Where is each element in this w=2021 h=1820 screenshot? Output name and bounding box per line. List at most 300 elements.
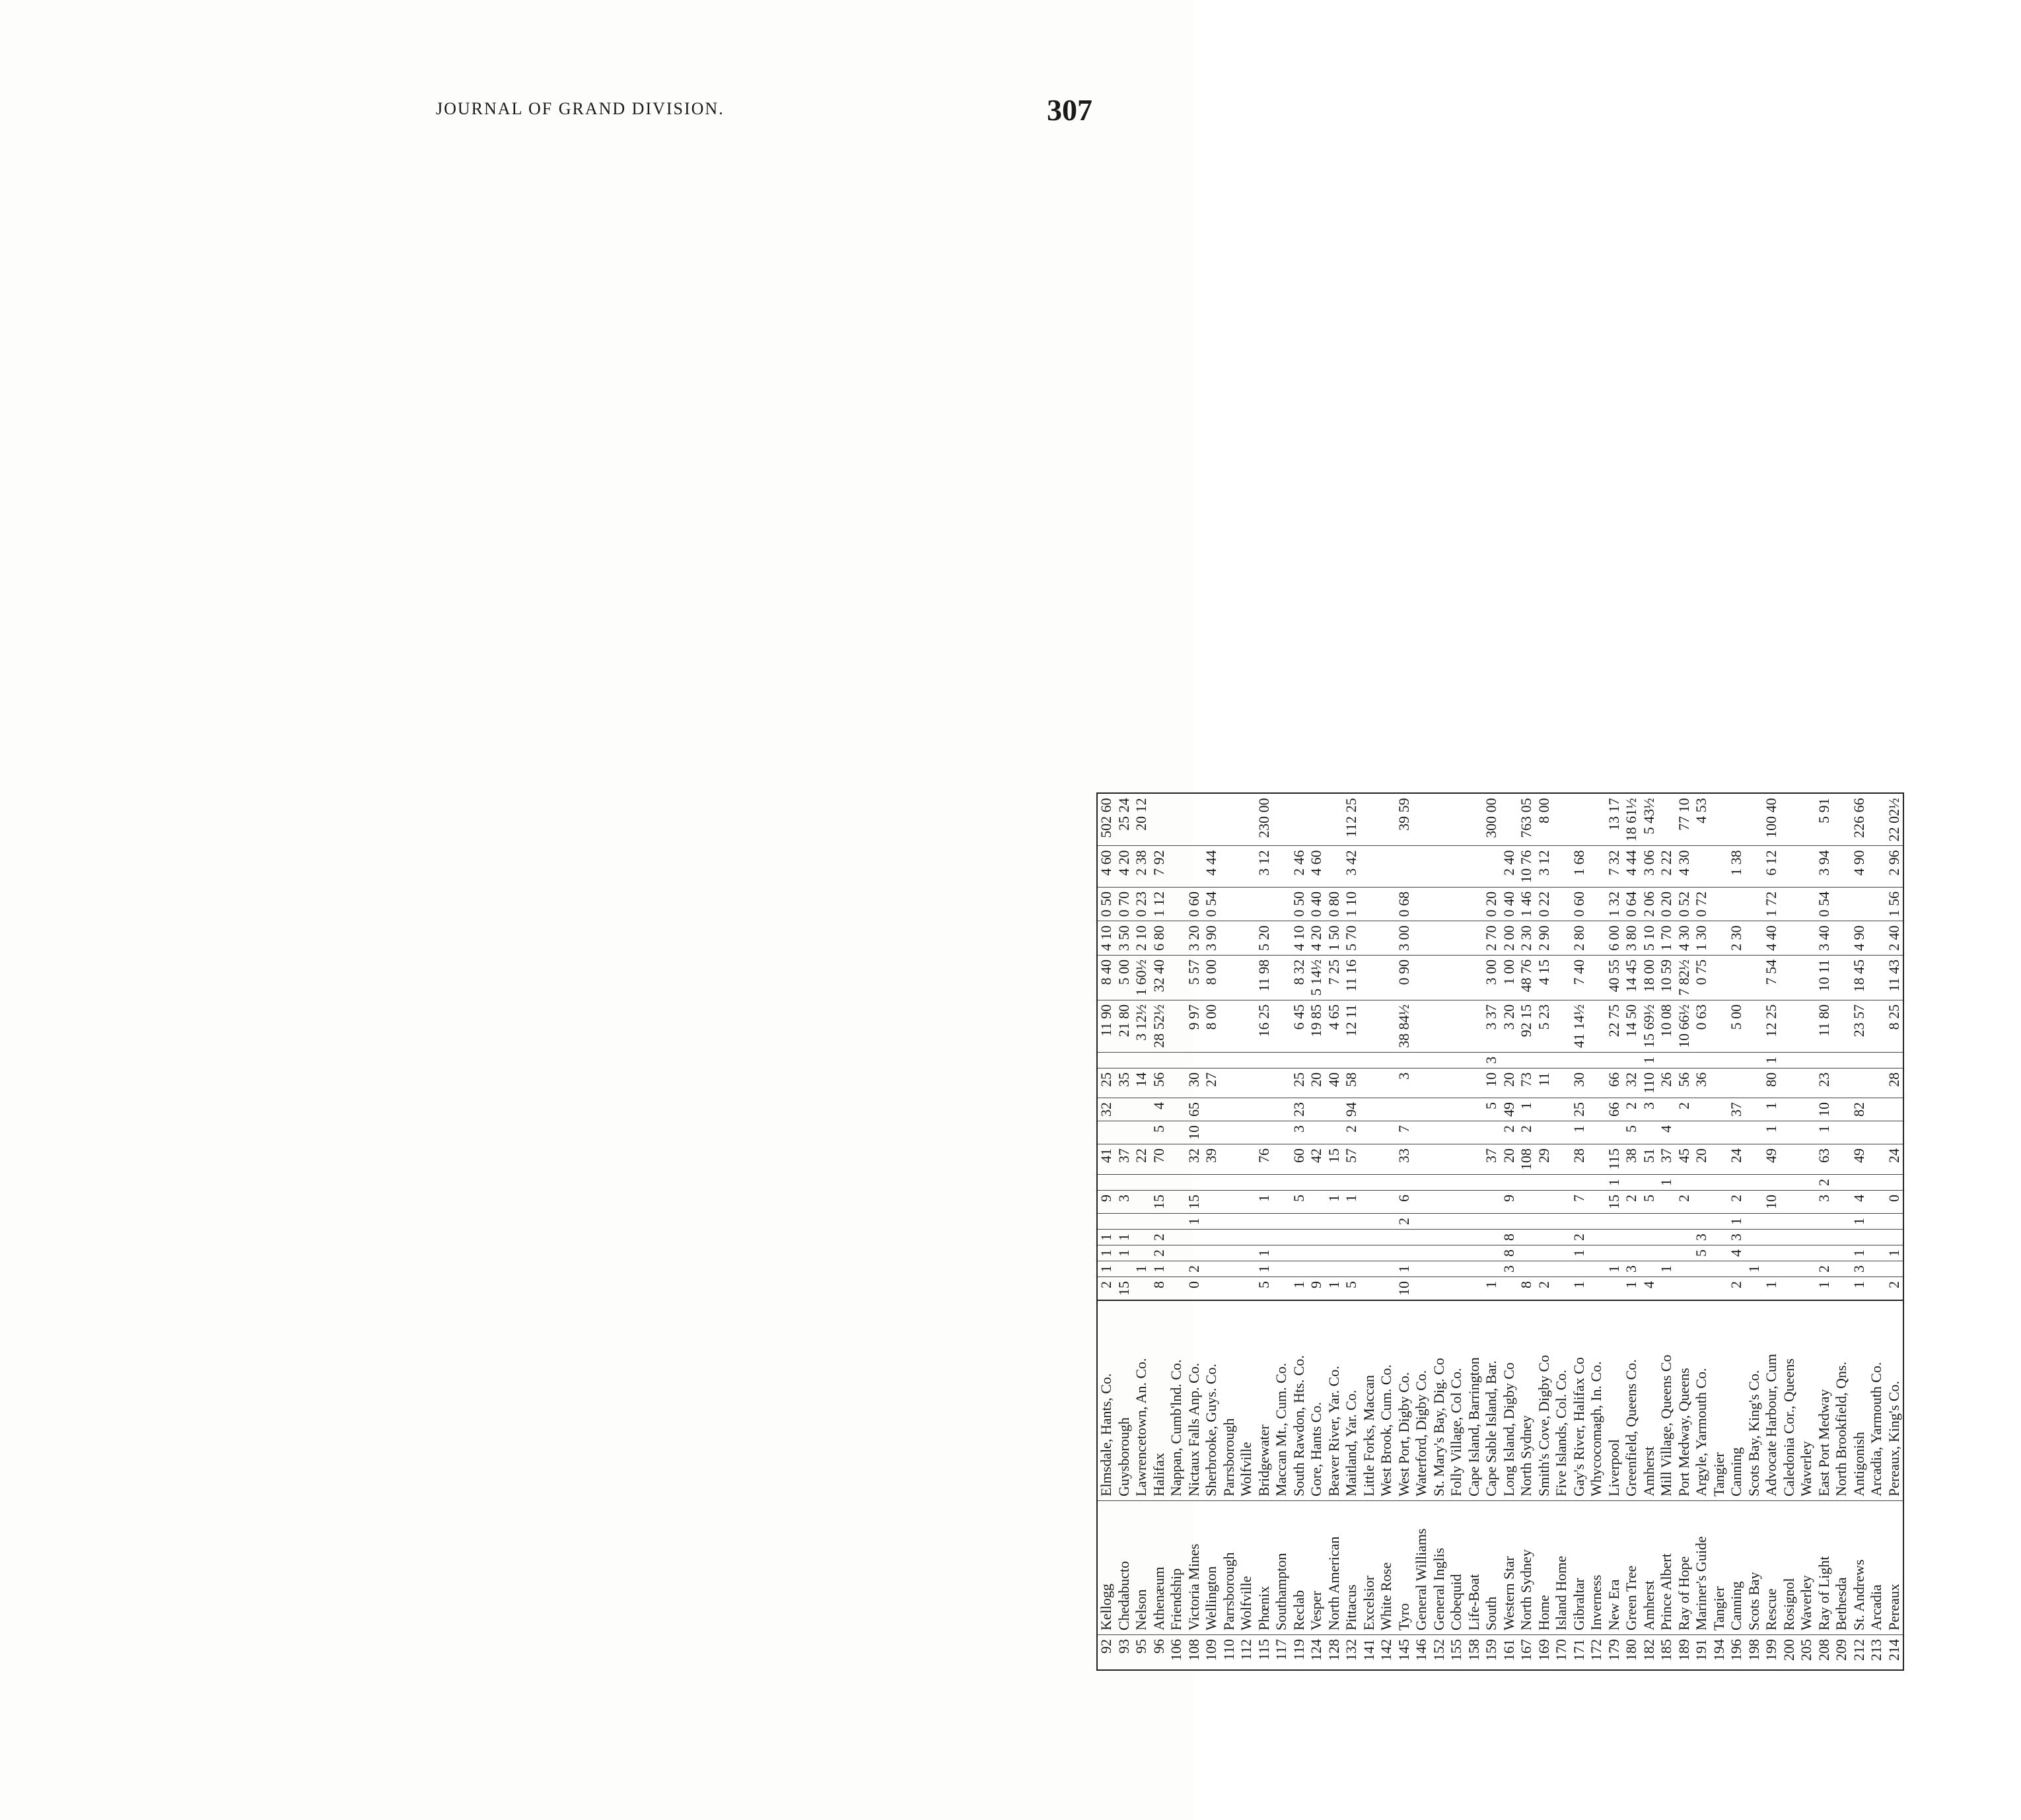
value-cell: 5 20 — [1256, 921, 1273, 956]
value-cell: 22 75 — [1606, 1000, 1623, 1052]
value-cell — [1273, 1214, 1291, 1230]
value-cell — [1448, 846, 1466, 888]
row-number-cell: 95 — [1133, 1635, 1151, 1671]
value-cell — [1378, 1230, 1396, 1245]
value-cell — [1151, 793, 1168, 846]
value-cell — [1431, 1052, 1448, 1068]
table-row — [1798, 793, 1816, 1670]
location-cell: Mill Village, Queens Co — [1658, 1300, 1676, 1501]
value-cell — [1571, 1261, 1588, 1277]
value-cell — [1781, 1052, 1798, 1068]
value-cell: 0 54 — [1203, 887, 1221, 921]
value-cell: 20 — [1501, 1144, 1518, 1175]
value-cell — [1868, 1098, 1886, 1121]
value-cell — [1256, 1121, 1273, 1144]
location-cell: Nappan, Cumb'lnd. Co. — [1168, 1300, 1186, 1501]
division-name-cell: Chedabucto — [1116, 1501, 1133, 1635]
value-cell — [1728, 1121, 1746, 1144]
value-cell: 2 38 — [1133, 846, 1151, 888]
value-cell: 19 85 — [1308, 1000, 1326, 1052]
value-cell — [1378, 1052, 1396, 1068]
value-cell: 36 — [1693, 1068, 1711, 1098]
value-cell: 7 25 — [1326, 955, 1343, 1000]
value-cell — [1553, 1068, 1571, 1098]
value-cell — [1466, 921, 1483, 956]
value-cell — [1588, 921, 1606, 956]
value-cell: 3 — [1641, 1098, 1658, 1121]
value-cell — [1641, 1175, 1658, 1191]
value-cell — [1588, 1277, 1606, 1301]
value-cell — [1571, 1175, 1588, 1191]
value-cell: 3 40 — [1816, 921, 1833, 956]
value-cell — [1448, 921, 1466, 956]
value-cell: 0 20 — [1658, 887, 1676, 921]
value-cell — [1588, 955, 1606, 1000]
value-cell — [1431, 1098, 1448, 1121]
value-cell — [1518, 1191, 1536, 1214]
value-cell — [1728, 793, 1746, 846]
value-cell — [1168, 793, 1186, 846]
value-cell — [1798, 1230, 1816, 1245]
value-cell — [1308, 1245, 1326, 1261]
value-cell — [1273, 1277, 1291, 1301]
value-cell: 2 — [1816, 1175, 1833, 1191]
value-cell: 0 — [1886, 1191, 1904, 1214]
row-number-cell: 209 — [1833, 1635, 1851, 1671]
value-cell — [1361, 1000, 1378, 1052]
value-cell — [1431, 1068, 1448, 1098]
value-cell — [1413, 1068, 1431, 1098]
value-cell — [1711, 1277, 1728, 1301]
value-cell — [1186, 846, 1203, 888]
value-cell — [1273, 846, 1291, 888]
value-cell — [1203, 1121, 1221, 1144]
value-cell — [1501, 1214, 1518, 1230]
value-cell — [1798, 1277, 1816, 1301]
value-cell — [1168, 1144, 1186, 1175]
value-cell — [1553, 1230, 1571, 1245]
value-cell — [1676, 1121, 1693, 1144]
table-row — [1343, 793, 1361, 1670]
value-cell — [1466, 1214, 1483, 1230]
value-cell — [1553, 955, 1571, 1000]
table-row — [1763, 793, 1781, 1670]
value-cell: 2 — [1501, 1121, 1518, 1144]
value-cell — [1378, 793, 1396, 846]
table-row — [1641, 793, 1658, 1670]
value-cell — [1413, 1052, 1431, 1068]
value-cell: 8 — [1501, 1245, 1518, 1261]
value-cell — [1763, 1245, 1781, 1261]
value-cell: 6 00 — [1606, 921, 1623, 956]
value-cell — [1413, 1144, 1431, 1175]
value-cell: 3 90 — [1203, 921, 1221, 956]
value-cell: 4 90 — [1851, 846, 1868, 888]
value-cell — [1868, 1175, 1886, 1191]
value-cell — [1483, 1175, 1501, 1191]
value-cell — [1378, 1121, 1396, 1144]
row-number-cell: 112 — [1238, 1635, 1256, 1671]
value-cell — [1606, 1245, 1623, 1261]
value-cell — [1097, 1175, 1116, 1191]
value-cell — [1658, 1052, 1676, 1068]
value-cell — [1658, 1230, 1676, 1245]
value-cell: 0 72 — [1693, 887, 1711, 921]
value-cell — [1361, 1277, 1378, 1301]
value-cell — [1133, 1214, 1151, 1230]
value-cell — [1168, 1175, 1186, 1191]
table-row — [1116, 793, 1133, 1670]
value-cell: 1 — [1097, 1230, 1116, 1245]
value-cell — [1256, 887, 1273, 921]
value-cell: 4 10 — [1097, 921, 1116, 956]
value-cell — [1868, 1052, 1886, 1068]
location-cell: Arcadia, Yarmouth Co. — [1868, 1300, 1886, 1501]
value-cell: 1 — [1658, 1261, 1676, 1277]
value-cell — [1483, 1230, 1501, 1245]
value-cell — [1448, 887, 1466, 921]
value-cell: 0 40 — [1501, 887, 1518, 921]
value-cell — [1571, 793, 1588, 846]
value-cell — [1886, 1214, 1904, 1230]
value-cell — [1746, 1000, 1763, 1052]
value-cell: 1 30 — [1693, 921, 1711, 956]
value-cell — [1326, 1098, 1343, 1121]
value-cell: 49 — [1763, 1144, 1781, 1175]
value-cell: 1 60½ — [1133, 955, 1151, 1000]
row-number-cell: 213 — [1868, 1635, 1886, 1671]
value-cell — [1361, 1068, 1378, 1098]
value-cell — [1711, 1261, 1728, 1277]
value-cell: 1 — [1326, 1277, 1343, 1301]
value-cell: 4 15 — [1536, 955, 1553, 1000]
value-cell: 7 32 — [1606, 846, 1623, 888]
row-number-cell: 93 — [1116, 1635, 1133, 1671]
value-cell — [1798, 1121, 1816, 1144]
value-cell — [1413, 793, 1431, 846]
value-cell: 3 12½ — [1133, 1000, 1151, 1052]
value-cell: 4 60 — [1097, 846, 1116, 888]
value-cell — [1466, 1144, 1483, 1175]
value-cell: 4 — [1641, 1277, 1658, 1301]
value-cell: 0 63 — [1693, 1000, 1711, 1052]
value-cell: 2 90 — [1536, 921, 1553, 956]
value-cell — [1466, 1000, 1483, 1052]
value-cell — [1221, 846, 1238, 888]
value-cell: 0 20 — [1483, 887, 1501, 921]
value-cell — [1448, 1175, 1466, 1191]
value-cell — [1886, 1098, 1904, 1121]
row-number-cell: 214 — [1886, 1635, 1904, 1671]
value-cell — [1553, 1261, 1571, 1277]
value-cell — [1711, 1000, 1728, 1052]
value-cell — [1448, 1068, 1466, 1098]
row-number-cell: 170 — [1553, 1635, 1571, 1671]
value-cell: 2 — [1186, 1261, 1203, 1277]
division-name-cell: Prince Albert — [1658, 1501, 1676, 1635]
value-cell: 2 30 — [1518, 921, 1536, 956]
value-cell — [1308, 793, 1326, 846]
value-cell: 112 25 — [1343, 793, 1361, 846]
value-cell: 1 — [1746, 1261, 1763, 1277]
value-cell: 5 57 — [1186, 955, 1203, 1000]
value-cell — [1518, 1261, 1536, 1277]
value-cell: 13 17 — [1606, 793, 1623, 846]
value-cell — [1431, 1245, 1448, 1261]
table-row — [1448, 793, 1466, 1670]
value-cell — [1448, 1000, 1466, 1052]
value-cell: 3 42 — [1343, 846, 1361, 888]
value-cell: 28 — [1571, 1144, 1588, 1175]
row-number-cell: 185 — [1658, 1635, 1676, 1671]
value-cell: 3 20 — [1186, 921, 1203, 956]
value-cell — [1553, 1191, 1571, 1214]
value-cell — [1711, 1052, 1728, 1068]
value-cell — [1781, 1000, 1798, 1052]
value-cell — [1221, 1098, 1238, 1121]
division-name-cell: Mariner's Guide — [1693, 1501, 1711, 1635]
value-cell: 2 — [1518, 1121, 1536, 1144]
location-cell: Elmsdale, Hants, Co. — [1097, 1300, 1116, 1501]
value-cell: 27 — [1203, 1068, 1221, 1098]
table-row — [1168, 793, 1186, 1670]
value-cell — [1448, 1121, 1466, 1144]
value-cell — [1203, 1230, 1221, 1245]
row-number-cell: 106 — [1168, 1635, 1186, 1671]
value-cell — [1868, 1000, 1886, 1052]
row-number-cell: 182 — [1641, 1635, 1658, 1671]
value-cell — [1308, 1175, 1326, 1191]
value-cell: 2 — [1623, 1098, 1641, 1121]
value-cell — [1238, 1245, 1256, 1261]
value-cell — [1431, 1191, 1448, 1214]
value-cell — [1273, 1052, 1291, 1068]
value-cell — [1746, 793, 1763, 846]
division-name-cell: Vesper — [1308, 1501, 1326, 1635]
value-cell: 1 — [1571, 1277, 1588, 1301]
returns-table — [1096, 792, 1904, 1671]
value-cell — [1711, 1144, 1728, 1175]
value-cell — [1431, 1000, 1448, 1052]
value-cell — [1396, 1098, 1413, 1121]
value-cell: 1 32 — [1606, 887, 1623, 921]
value-cell — [1203, 793, 1221, 846]
table-row — [1256, 793, 1273, 1670]
value-cell — [1781, 1098, 1798, 1121]
value-cell — [1676, 1261, 1693, 1277]
value-cell — [1746, 846, 1763, 888]
value-cell — [1361, 1230, 1378, 1245]
value-cell — [1466, 1245, 1483, 1261]
value-cell — [1711, 846, 1728, 888]
value-cell — [1693, 1191, 1711, 1214]
location-cell: North Brookfield, Qns. — [1833, 1300, 1851, 1501]
value-cell — [1343, 1175, 1361, 1191]
row-number-cell: 159 — [1483, 1635, 1501, 1671]
value-cell — [1203, 1277, 1221, 1301]
value-cell — [1553, 1214, 1571, 1230]
value-cell: 40 55 — [1606, 955, 1623, 1000]
value-cell — [1273, 1230, 1291, 1245]
value-cell — [1361, 1175, 1378, 1191]
value-cell — [1116, 1098, 1133, 1121]
row-number-cell: 96 — [1151, 1635, 1168, 1671]
value-cell: 5 — [1623, 1121, 1641, 1144]
table-row — [1693, 793, 1711, 1670]
value-cell — [1221, 793, 1238, 846]
value-cell — [1221, 1191, 1238, 1214]
value-cell — [1186, 1245, 1203, 1261]
location-cell: Canning — [1728, 1300, 1746, 1501]
value-cell — [1588, 1052, 1606, 1068]
value-cell — [1378, 1175, 1396, 1191]
value-cell — [1501, 793, 1518, 846]
value-cell: 10 — [1483, 1068, 1501, 1098]
table-row — [1308, 793, 1326, 1670]
division-name-cell: Waverley — [1798, 1501, 1816, 1635]
value-cell — [1728, 887, 1746, 921]
value-cell: 1 — [1326, 1191, 1343, 1214]
value-cell — [1133, 1191, 1151, 1214]
value-cell — [1291, 793, 1308, 846]
value-cell — [1168, 1121, 1186, 1144]
value-cell — [1798, 846, 1816, 888]
value-cell — [1798, 1175, 1816, 1191]
value-cell: 1 — [1116, 1230, 1133, 1245]
value-cell — [1431, 1175, 1448, 1191]
value-cell — [1326, 1052, 1343, 1068]
row-number-cell: 196 — [1728, 1635, 1746, 1671]
value-cell: 12 25 — [1763, 1000, 1781, 1052]
value-cell — [1868, 1121, 1886, 1144]
value-cell: 300 00 — [1483, 793, 1501, 846]
value-cell: 2 — [1816, 1261, 1833, 1277]
value-cell: 10 11 — [1816, 955, 1833, 1000]
table-row — [1851, 793, 1868, 1670]
value-cell: 37 — [1728, 1098, 1746, 1121]
value-cell — [1798, 1144, 1816, 1175]
table-row — [1518, 793, 1536, 1670]
table-row — [1833, 793, 1851, 1670]
value-cell: 15 — [1186, 1191, 1203, 1214]
row-number-cell: 208 — [1816, 1635, 1833, 1671]
value-cell: 2 80 — [1571, 921, 1588, 956]
value-cell — [1273, 1000, 1291, 1052]
value-cell — [1238, 1175, 1256, 1191]
value-cell — [1518, 1214, 1536, 1230]
value-cell — [1746, 1121, 1763, 1144]
value-cell: 22 02½ — [1886, 793, 1904, 846]
table-row — [1186, 793, 1203, 1670]
value-cell: 100 40 — [1763, 793, 1781, 846]
value-cell: 26 — [1658, 1068, 1676, 1098]
value-cell — [1588, 1214, 1606, 1230]
value-cell — [1833, 955, 1851, 1000]
value-cell: 58 — [1343, 1068, 1361, 1098]
value-cell — [1308, 1098, 1326, 1121]
value-cell — [1168, 955, 1186, 1000]
table-row — [1378, 793, 1396, 1670]
row-number-cell: 194 — [1711, 1635, 1728, 1671]
value-cell — [1396, 1245, 1413, 1261]
value-cell — [1816, 1214, 1833, 1230]
value-cell: 3 12 — [1256, 846, 1273, 888]
value-cell: 1 — [1133, 1261, 1151, 1277]
division-name-cell: Tangier — [1711, 1501, 1728, 1635]
value-cell — [1361, 1121, 1378, 1144]
value-cell — [1186, 793, 1203, 846]
value-cell — [1203, 1098, 1221, 1121]
value-cell: 1 — [1571, 1245, 1588, 1261]
value-cell: 9 — [1308, 1277, 1326, 1301]
value-cell: 25 24 — [1116, 793, 1133, 846]
value-cell — [1343, 1230, 1361, 1245]
value-cell: 14 45 — [1623, 955, 1641, 1000]
value-cell — [1711, 793, 1728, 846]
value-cell — [1221, 887, 1238, 921]
row-number-cell: 180 — [1623, 1635, 1641, 1671]
value-cell — [1641, 1230, 1658, 1245]
value-cell — [1238, 955, 1256, 1000]
value-cell — [1448, 1245, 1466, 1261]
division-name-cell: Pittacus — [1343, 1501, 1361, 1635]
value-cell — [1851, 1068, 1868, 1098]
value-cell — [1466, 1068, 1483, 1098]
value-cell — [1571, 1214, 1588, 1230]
value-cell — [1711, 955, 1728, 1000]
value-cell: 5 00 — [1116, 955, 1133, 1000]
value-cell: 33 — [1396, 1144, 1413, 1175]
value-cell — [1833, 1121, 1851, 1144]
value-cell: 1 — [1186, 1214, 1203, 1230]
table-row — [1728, 793, 1746, 1670]
value-cell — [1833, 1144, 1851, 1175]
division-name-cell: Bethesda — [1833, 1501, 1851, 1635]
location-cell: Cape Island, Barrington — [1466, 1300, 1483, 1501]
value-cell — [1168, 1098, 1186, 1121]
value-cell — [1413, 1175, 1431, 1191]
division-name-cell: Rescue — [1763, 1501, 1781, 1635]
row-number-cell: 146 — [1413, 1635, 1431, 1671]
value-cell — [1238, 1191, 1256, 1214]
table-row — [1501, 793, 1518, 1670]
value-cell — [1273, 1144, 1291, 1175]
division-name-cell: Canning — [1728, 1501, 1746, 1635]
value-cell: 502 60 — [1097, 793, 1116, 846]
table-row — [1571, 793, 1588, 1670]
value-cell: 1 — [1606, 1175, 1623, 1191]
value-cell — [1203, 1214, 1221, 1230]
value-cell: 3 37 — [1483, 1000, 1501, 1052]
value-cell — [1588, 1098, 1606, 1121]
value-cell — [1711, 887, 1728, 921]
table-row — [1151, 793, 1168, 1670]
value-cell — [1711, 1214, 1728, 1230]
value-cell — [1413, 1245, 1431, 1261]
value-cell: 10 76 — [1518, 846, 1536, 888]
value-cell: 6 80 — [1151, 921, 1168, 956]
value-cell — [1781, 955, 1798, 1000]
value-cell: 0 75 — [1693, 955, 1711, 1000]
location-cell: Caledonia Cor., Queens — [1781, 1300, 1798, 1501]
value-cell — [1536, 1261, 1553, 1277]
value-cell — [1833, 1261, 1851, 1277]
value-cell: 1 — [1851, 1214, 1868, 1230]
value-cell: 6 12 — [1763, 846, 1781, 888]
value-cell — [1221, 1121, 1238, 1144]
value-cell: 5 14½ — [1308, 955, 1326, 1000]
value-cell — [1833, 1052, 1851, 1068]
